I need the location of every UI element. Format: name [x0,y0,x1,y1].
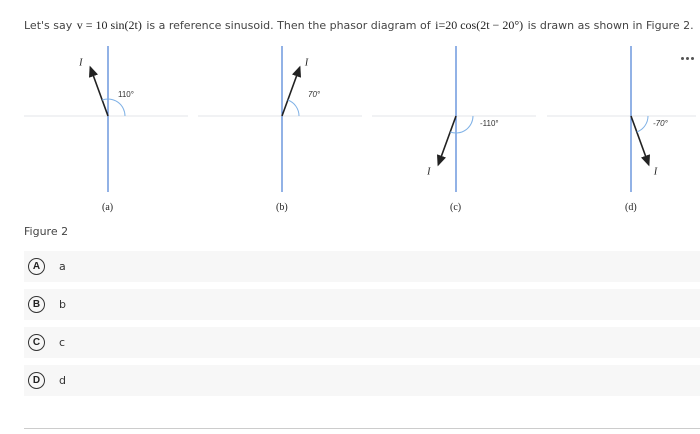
panel-3-angle-label: -110° [480,119,499,128]
panel-4-phasor-label: I [653,166,658,178]
option-b-badge: B [28,296,45,313]
question-part1: Let's say [24,19,73,32]
bottom-divider [24,428,700,429]
answer-options [24,251,700,403]
panel-2-angle-label: 70° [308,90,321,99]
option-c-badge: C [28,334,45,351]
option-d-badge: D [28,372,45,389]
option-d[interactable] [24,365,700,396]
option-d-label: d [59,374,66,387]
question-part2: is a reference sinusoid. Then the phasor diagram of [146,19,431,32]
panel-1-phasor-arrow [90,67,108,116]
option-b[interactable] [24,289,700,320]
question-part3: is drawn as shown in Figure 2. [527,19,694,32]
panel-2-phasor-label: I [304,57,309,69]
figure-caption: Figure 2 [24,225,69,238]
panel-3-phasor-label: I [427,166,431,178]
panel-4-caption: (d) [625,202,637,213]
option-c-label: c [59,336,66,349]
panel-4-angle-label: -70° [653,119,668,128]
panel-2-angle-arc [288,100,299,116]
phasor-diagrams-svg [24,40,696,220]
option-a-label: a [59,260,66,273]
i-expression: i=20 cos(2t − 20°) [435,18,524,32]
option-a[interactable] [24,251,700,282]
panel-1-angle-label: 110° [118,90,134,99]
option-b-label: b [59,298,66,311]
phasor-figure [24,40,696,220]
panel-2-caption: (b) [276,202,288,213]
option-a-badge: A [28,258,45,275]
panel-3-phasor-arrow [438,116,456,165]
panel-1-caption: (a) [102,202,114,213]
panel-4-angle-arc [637,116,648,132]
panel-1-phasor-label: I [79,57,83,69]
option-c[interactable] [24,327,700,358]
v-expression: v = 10 sin(2t) [76,18,142,32]
panel-3-caption: (c) [450,202,462,213]
